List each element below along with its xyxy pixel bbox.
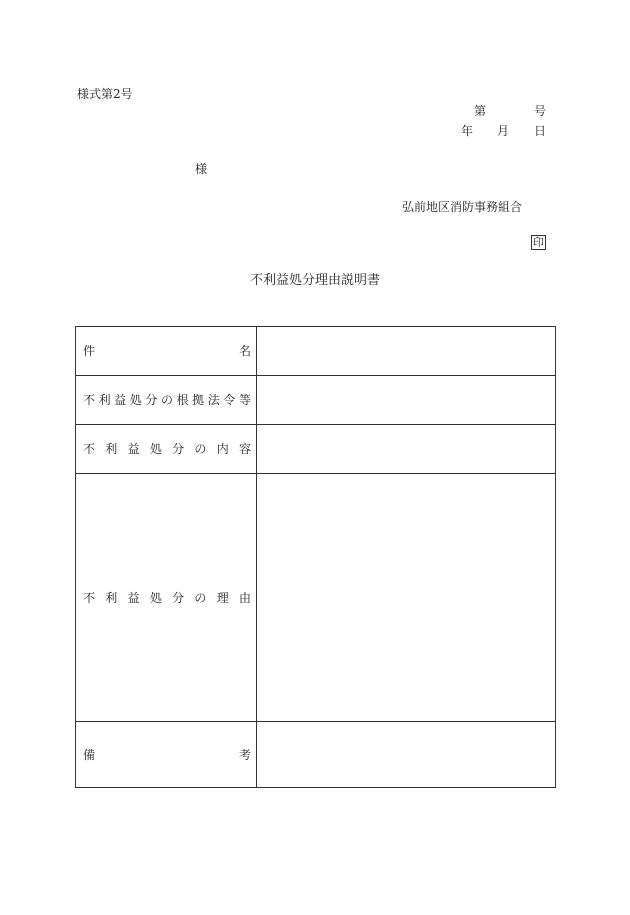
date-day-label: 日 — [534, 124, 547, 138]
label-cell-remarks — [76, 722, 257, 787]
value-cell-case-name[interactable] — [257, 327, 555, 375]
label-char: の — [194, 590, 207, 605]
value-cell-disposition-content[interactable] — [257, 425, 555, 473]
label-char: 理 — [216, 590, 229, 605]
date-year-label: 年 — [461, 124, 474, 138]
label-cell-case-name — [76, 327, 257, 375]
row-label — [83, 748, 251, 762]
label-char: 法 — [207, 393, 220, 407]
document-title: 不利益処分理由説明書 — [249, 273, 380, 288]
value-cell-legal-basis[interactable] — [257, 376, 555, 424]
label-char: 拠 — [192, 393, 205, 407]
label-char: 利 — [98, 393, 111, 407]
addressee-honorific: 様 — [195, 162, 208, 176]
table-row-disposition-reason — [76, 474, 555, 722]
label-cell-disposition-reason — [76, 474, 257, 721]
label-char: の — [194, 442, 207, 456]
label-char: 由 — [238, 590, 251, 605]
label-char: 分 — [172, 442, 185, 456]
label-char: 名 — [238, 344, 251, 358]
label-char: 内 — [216, 442, 229, 456]
label-char: 分 — [172, 590, 185, 605]
table-row-disposition-content — [76, 425, 555, 474]
issuer-name: 弘前地区消防事務組合 — [402, 200, 523, 214]
row-label — [83, 591, 251, 605]
label-char: の — [160, 393, 173, 407]
label-char: 処 — [149, 442, 162, 456]
label-char: 令 — [223, 393, 236, 407]
label-char: 処 — [129, 393, 142, 407]
label-char: 根 — [176, 393, 189, 407]
form-table — [75, 326, 556, 788]
label-cell-disposition-content — [76, 425, 257, 473]
label-char: 処 — [149, 590, 162, 605]
doc-number-suffix: 号 — [534, 104, 547, 118]
label-char: 分 — [145, 393, 158, 407]
row-label — [83, 442, 251, 456]
label-char: 容 — [238, 442, 251, 456]
date-month-label: 月 — [497, 124, 510, 138]
table-row-case-name — [76, 327, 555, 376]
label-char: 備 — [83, 747, 96, 762]
label-char: 益 — [127, 590, 140, 605]
table-row-remarks — [76, 722, 555, 787]
label-char: 利 — [105, 442, 118, 456]
label-char: 考 — [238, 747, 251, 762]
form-number: 様式第2号 — [77, 87, 133, 101]
row-label — [83, 393, 251, 407]
label-char: 益 — [114, 393, 127, 407]
doc-number-prefix: 第 — [474, 104, 487, 118]
row-label — [83, 344, 251, 358]
label-cell-legal-basis — [76, 376, 257, 424]
label-char: 利 — [105, 590, 118, 605]
table-row-legal-basis — [76, 376, 555, 425]
label-char: 益 — [127, 442, 140, 456]
label-char: 等 — [238, 393, 251, 407]
label-char: 件 — [83, 344, 96, 358]
label-char: 不 — [83, 442, 96, 456]
value-cell-remarks[interactable] — [257, 722, 555, 787]
label-char: 不 — [83, 590, 96, 605]
value-cell-disposition-reason[interactable] — [257, 474, 555, 721]
label-char: 不 — [83, 393, 96, 407]
seal-mark: 印 — [533, 236, 544, 249]
